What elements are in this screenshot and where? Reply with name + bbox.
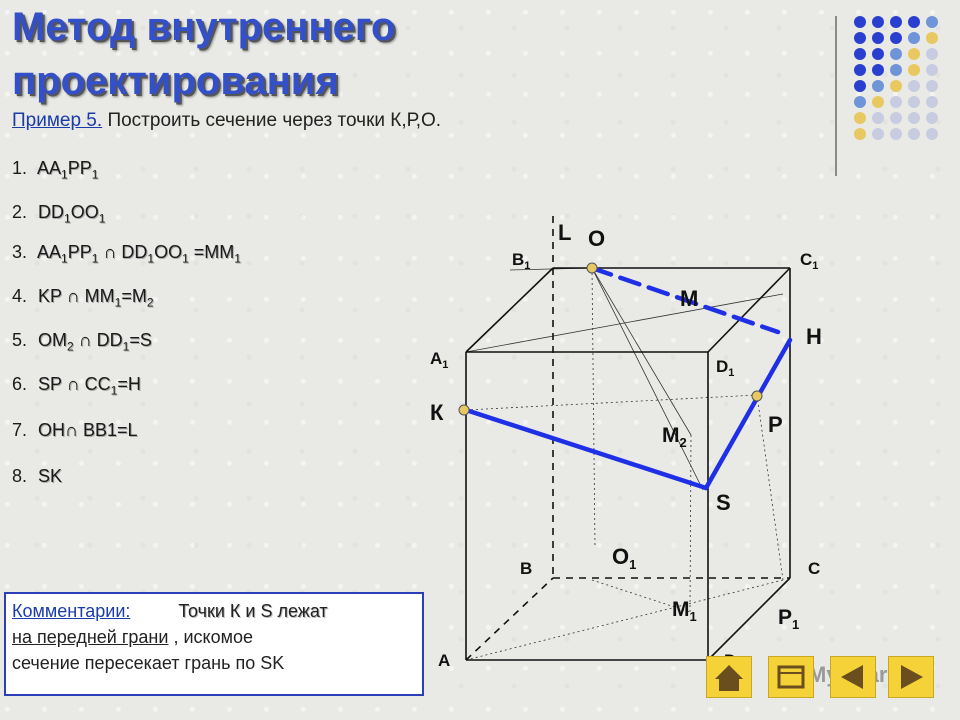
step-number: 6.: [12, 374, 28, 394]
label-b: B: [520, 559, 533, 578]
folder-icon: [769, 657, 813, 697]
step-text: $OM_2$ ∩ $DD_1=S$: [38, 330, 152, 354]
step-number: 1.: [12, 158, 28, 178]
edge-a-b-hidden: [466, 578, 553, 660]
label-d1: $D_1$: [716, 357, 735, 379]
back-button[interactable]: [830, 656, 876, 698]
step-text: SP ∩ $CC_1=H$: [38, 374, 141, 398]
label-b1: $B_1$: [512, 250, 531, 272]
point-o: [587, 263, 597, 273]
example-label: Пример 5.: [12, 110, 103, 131]
comment-text-4: сечение пересекает грань по SK: [12, 653, 285, 673]
step-number: 3.: [12, 242, 28, 262]
label-k: К: [430, 400, 444, 425]
step-number: 8.: [12, 466, 28, 486]
forward-button[interactable]: [888, 656, 934, 698]
comment-box: [4, 592, 424, 696]
aux-line-o-o1: [592, 268, 595, 548]
comment-text-3: , искомое: [168, 627, 253, 647]
label-c1: $C_1$: [800, 250, 819, 272]
step-number: 5.: [12, 330, 28, 350]
label-p: P: [768, 412, 783, 437]
label-o: O: [588, 226, 606, 251]
step-number: 7.: [12, 420, 28, 440]
aux-line-m1-m2: [690, 435, 691, 612]
example-text: Построить сечение через точки К,Р,О.: [102, 110, 442, 131]
label-a1: $A_1$: [430, 349, 449, 371]
home-icon: [707, 657, 751, 697]
edge-a1-b1: [466, 268, 553, 352]
label-c: C: [808, 559, 821, 578]
point-p: [752, 391, 762, 401]
step-text: SK: [38, 466, 63, 486]
comment-text-1: Точки К и S лежат: [178, 601, 328, 621]
label-h: H: [806, 324, 822, 349]
step-text: OH∩ BB1=L: [38, 420, 138, 440]
step-text: $DD_1OO_1$: [38, 202, 106, 226]
label-m2: $M_2$: [662, 424, 687, 450]
step-number: 2.: [12, 202, 28, 222]
label-p1: $P_1$: [778, 606, 800, 632]
step-text: KP ∩ $MM_1=M_2$: [38, 286, 154, 310]
label-m: M: [680, 286, 699, 311]
label-m1: $M_1$: [672, 598, 697, 624]
point-k: [459, 405, 469, 415]
forward-icon: [889, 657, 933, 697]
step-text: $AA_1PP_1$ ∩ $DD_1OO_1 =MM_1$: [37, 242, 241, 266]
back-icon: [831, 657, 875, 697]
section-line-k-s: [466, 410, 706, 488]
step-number: 4.: [12, 286, 28, 306]
title-line-1: Метод внутреннего: [12, 5, 396, 49]
comment-text-2: на передней грани: [12, 627, 169, 647]
aux-line-a-p1: [466, 580, 783, 660]
comment-caption: Комментарии:: [12, 601, 131, 621]
home-button[interactable]: [706, 656, 752, 698]
label-a: A: [438, 651, 451, 670]
contents-button[interactable]: [768, 656, 814, 698]
title-line-2: проектирования: [12, 59, 339, 103]
label-o1: $O_1$: [612, 544, 637, 572]
label-s: S: [716, 490, 731, 515]
aux-line-k-p: [466, 395, 757, 410]
step-text: $AA_1PP_1$: [37, 158, 99, 182]
label-l: L: [558, 220, 572, 245]
